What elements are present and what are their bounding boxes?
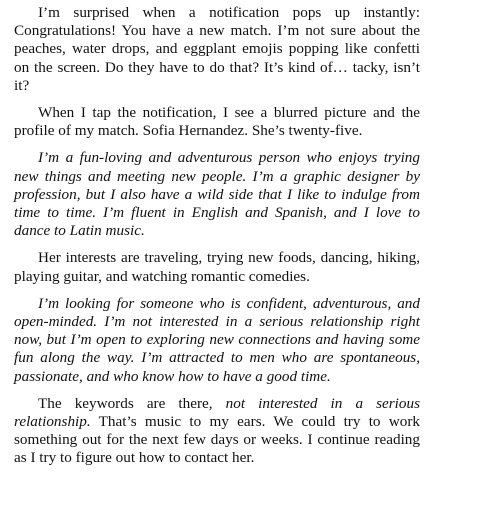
book-page <box>14 4 420 477</box>
paragraph-notification: I’m surprised when a notification pops up instantly: Congratulations! You have a new match. I’m not sure about the peaches, water drops, and eggplant emojis popping like confetti on the screen. Do they have to do that? It’s kind of… tacky, isn’t it? <box>14 4 420 94</box>
paragraph-keywords-lead: The keywords are there, <box>38 394 226 412</box>
paragraph-looking-for: I’m looking for someone who is confident, adventurous, and open-minded. I’m not interested in a serious relationship right now, but I’m open to exploring new connections and having some fun along the way. I’m attracted to men who are spontaneous, passionate, and who know how to have a good time. <box>14 294 420 385</box>
paragraph-match-profile: When I tap the notification, I see a blurred picture and the profile of my match. Sofia Hernandez. She’s twenty-five. <box>14 104 420 140</box>
paragraph-keywords-emphasis: not interested in a serious relationship. <box>14 394 420 431</box>
paragraph-keywords-rest: That’s music to my ears. We could try to work something out for the next few days or weeks. I continue reading as I try to figure out how to contact her. <box>14 413 420 467</box>
paragraph-profile-bio: I’m a fun-loving and adventurous person who enjoys trying new things and meeting new people. I’m a graphic designer by profession, but I also have a wild side that I like to indulge from time to time. I’m fluent in English and Spanish, and I love to dance to Latin music. <box>14 149 420 240</box>
paragraph-interests: Her interests are traveling, trying new foods, dancing, hiking, playing guitar, and watching romantic comedies. <box>14 249 420 285</box>
paragraph-keywords <box>14 395 420 468</box>
